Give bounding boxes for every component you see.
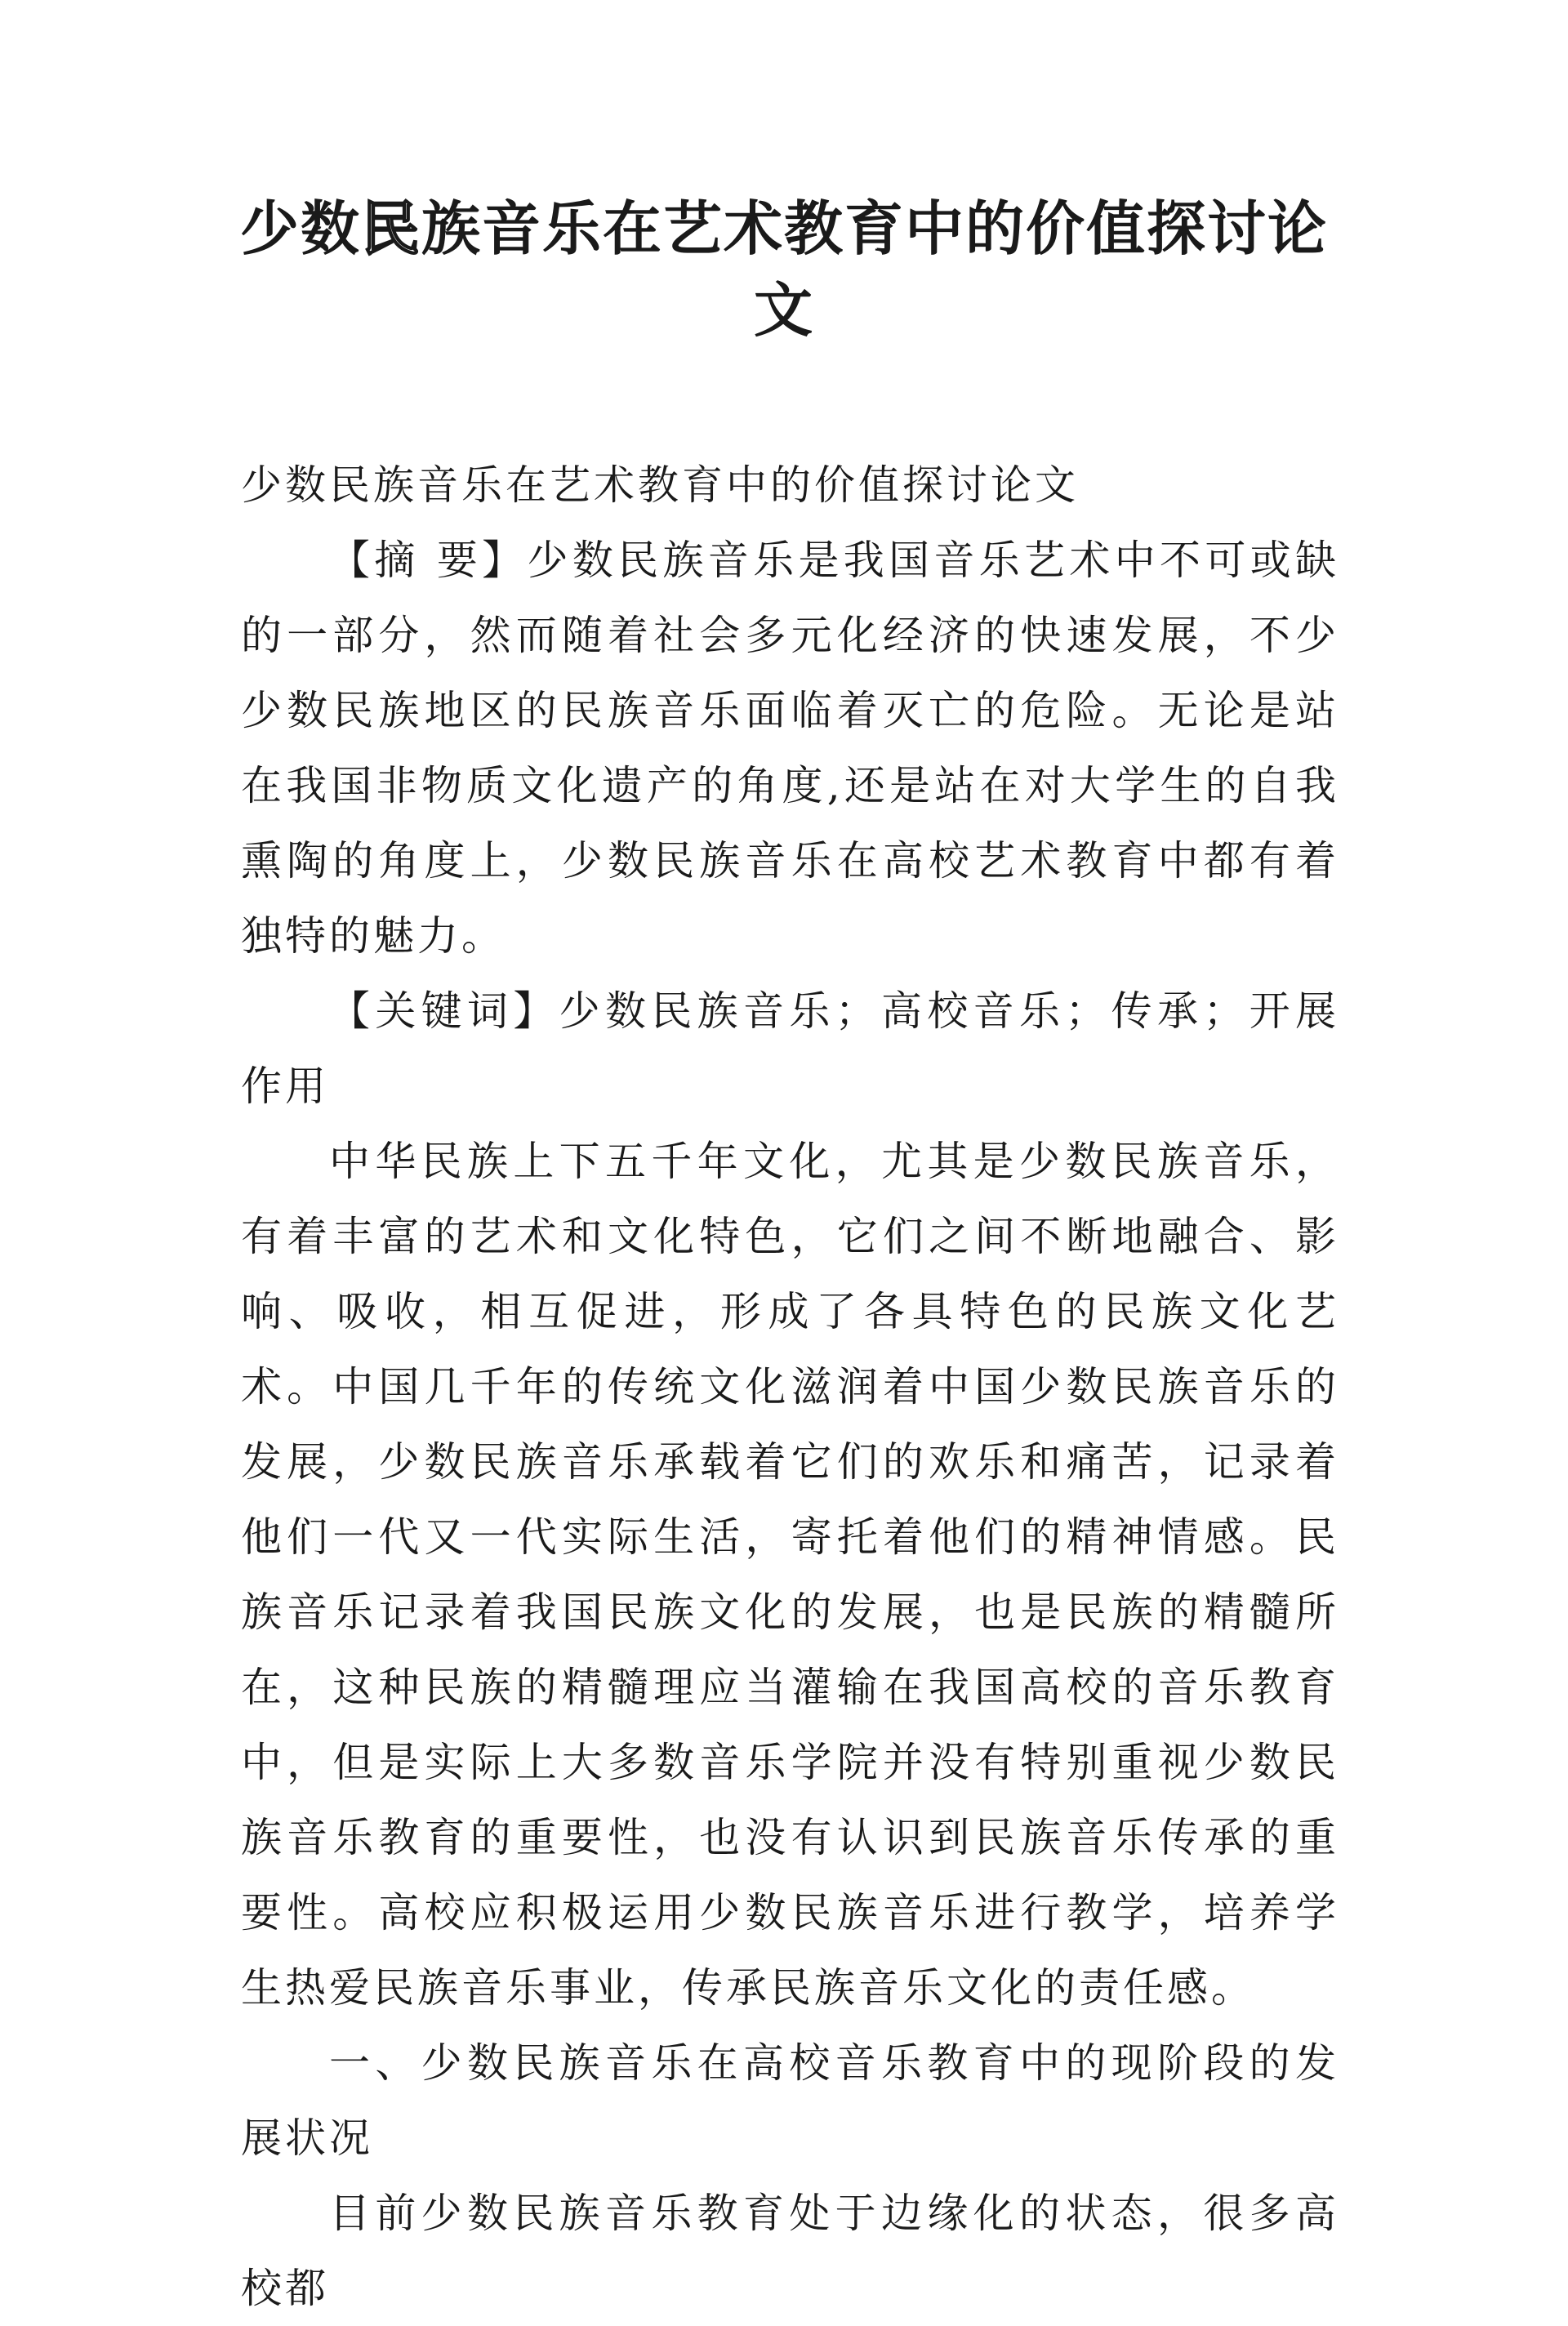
keywords-paragraph: [241, 974, 1339, 1124]
abstract-label: 【摘 要】: [329, 537, 528, 584]
abstract-text: 少数民族音乐是我国音乐艺术中不可或缺的一部分，然而随着社会多元化经济的快速发展，不少少数民族地区的民族音乐面临着灭亡的危险。无论是站在我国非物质文化遗产的角度,还是站在对大学生的自我熏陶的角度上，少数民族音乐在高校艺术教育中都有着独特的魅力。: [241, 537, 1339, 960]
document-subtitle: 少数民族音乐在艺术教育中的价值探讨论文: [241, 461, 1079, 509]
document-title: [229, 188, 1339, 351]
keywords-text: 少数民族音乐；高校音乐；传承；开展作用: [241, 987, 1340, 1110]
title-part-2: 族音乐在艺术教育中的价值探讨论文: [421, 194, 1329, 345]
keywords-label: 【关键词】: [329, 987, 559, 1035]
body-paragraph-1: 中华民族上下五千年文化，尤其是少数民族音乐，有着丰富的艺术和文化特色，它们之间不断地融合、影响、吸收，相互促进，形成了各具特色的民族文化艺术。中国几千年的传统文化滋润着中国少数民族音乐的发展，少数民族音乐承载着它们的欢乐和痛苦，记录着他们一代又一代实际生活，寄托着他们的精神情感。民族音乐记录着我国民族文化的发展，也是民族的精髓所在，这种民族的精髓理应当灌输在我国高校的音乐教育中，但是实际上大多数音乐学院并没有特别重视少数民族音乐教育的重要性，也没有认识到民族音乐传承的重要性。高校应积极运用少数民族音乐进行教学，培养学生热爱民族音乐事业，传承民族音乐文化的责任感。: [241, 1138, 1339, 2012]
document-body: [241, 448, 1339, 2326]
body-paragraph-2: 目前少数民族音乐教育处于边缘化的状态，很多高校都: [241, 2190, 1339, 2312]
section-heading-1: 一、少数民族音乐在高校音乐教育中的现阶段的发展状况: [241, 2039, 1339, 2162]
title-outlined-character: 民: [360, 194, 421, 263]
title-part-1: 少数: [239, 194, 361, 263]
abstract-paragraph: [241, 523, 1339, 974]
